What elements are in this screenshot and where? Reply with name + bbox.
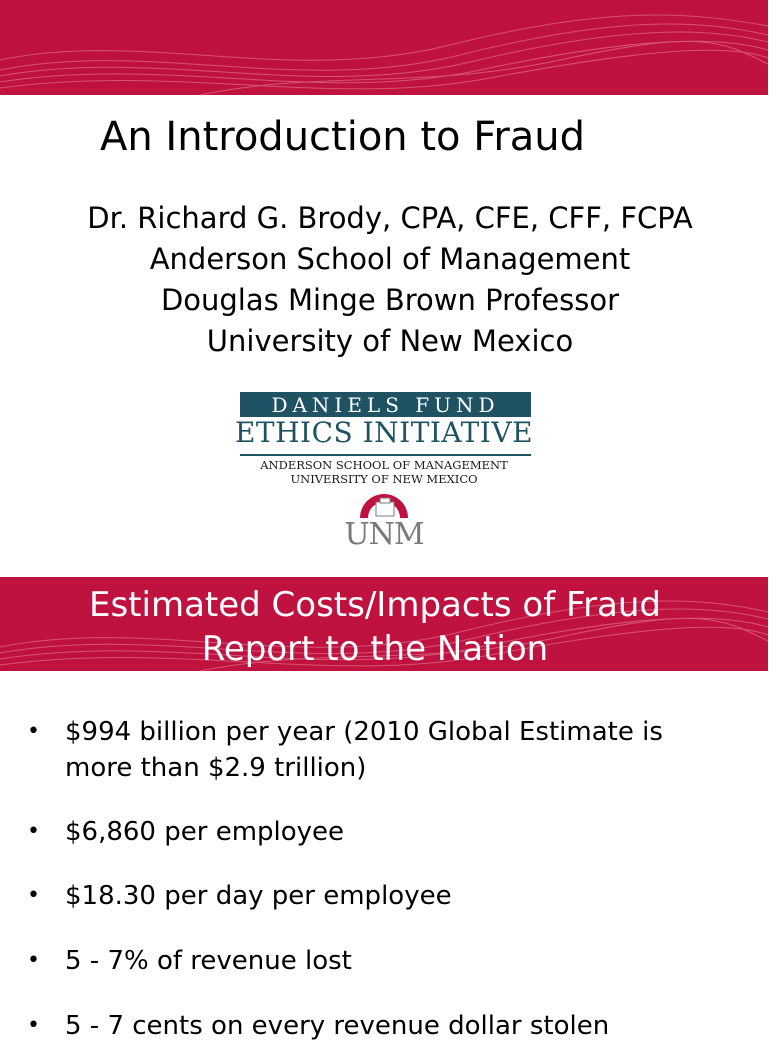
logo-university: UNIVERSITY OF NEW MEXICO <box>290 472 478 486</box>
logo-divider <box>240 454 531 456</box>
section-title-line: Report to the Nation <box>201 629 549 669</box>
section-title-line: Estimated Costs/Impacts of Fraud <box>88 585 662 625</box>
author-university: University of New Mexico <box>206 324 574 358</box>
section-banner <box>0 577 768 671</box>
header-banner <box>0 0 768 95</box>
bullet-icon: • <box>27 719 40 744</box>
section-title <box>0 583 750 671</box>
bullet-icon: • <box>27 1013 40 1038</box>
bullet-text: $994 billion per year (2010 Global Estimate is more than $2.9 trillion) <box>65 717 663 783</box>
wave-pattern <box>0 0 768 95</box>
logo-school: ANDERSON SCHOOL OF MANAGEMENT <box>260 458 508 472</box>
bullet-icon: • <box>27 948 40 973</box>
bullet-text: $18.30 per day per employee <box>65 881 452 911</box>
daniels-fund-logo <box>234 392 534 562</box>
author-title: Douglas Minge Brown Professor <box>160 283 620 317</box>
bullet-text: $6,860 per employee <box>65 817 345 847</box>
author-name: Dr. Richard G. Brody, CPA, CFE, CFF, FCPA <box>87 201 693 235</box>
logo-ethics-initiative: ETHICS INITIATIVE <box>234 416 534 449</box>
bullet-text: 5 - 7 cents on every revenue dollar stolen <box>65 1011 610 1041</box>
bullet-icon: • <box>27 819 40 844</box>
unm-wordmark: UNM <box>344 517 424 552</box>
bullet-text: 5 - 7% of revenue lost <box>65 946 352 976</box>
author-info <box>0 198 780 362</box>
bullet-icon: • <box>27 883 40 908</box>
slide-title: An Introduction to Fraud <box>100 114 586 160</box>
unm-sun-icon <box>354 488 414 518</box>
author-school: Anderson School of Management <box>149 242 631 276</box>
logo-daniels-fund: DANIELS FUND <box>240 392 531 417</box>
